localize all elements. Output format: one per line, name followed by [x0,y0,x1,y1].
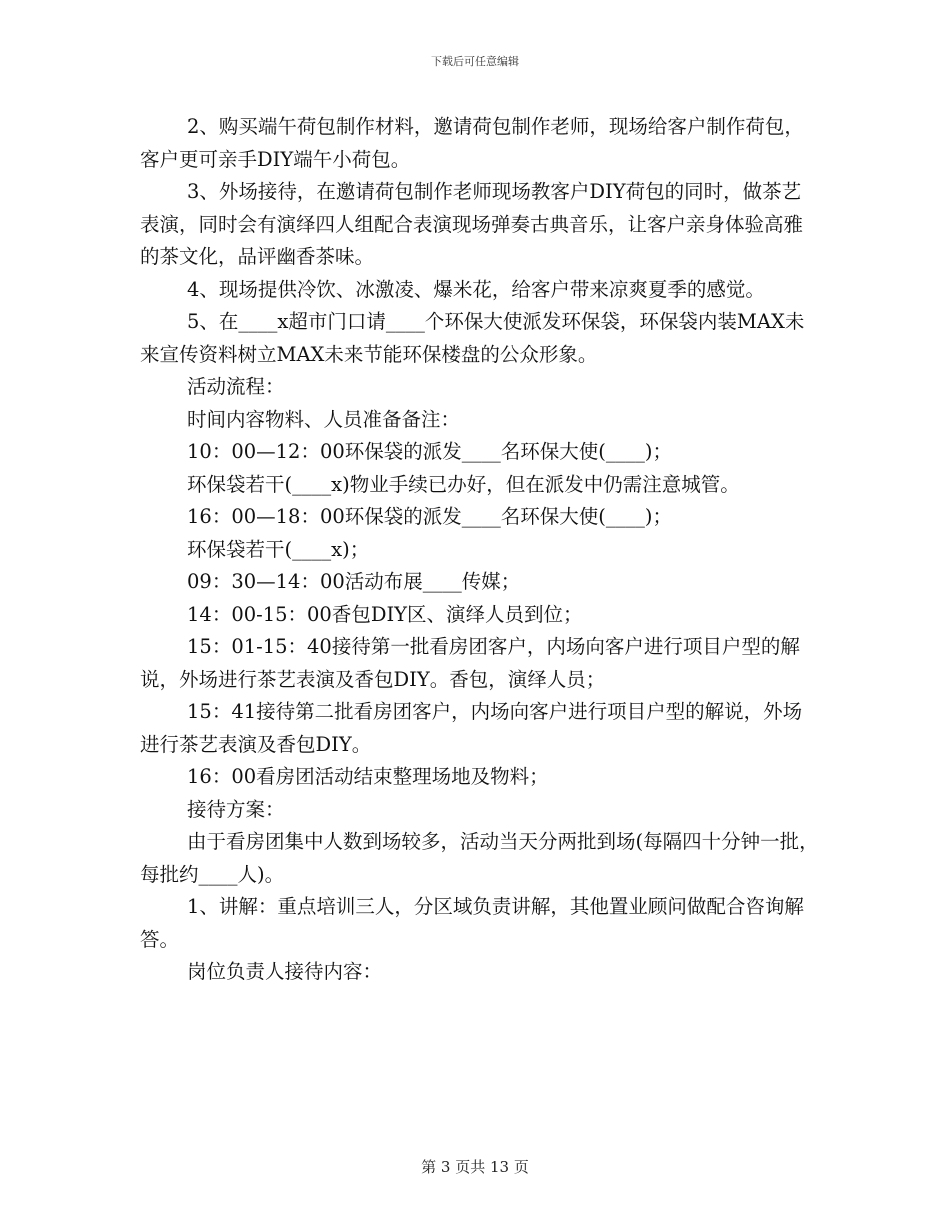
paragraph-16: 接待方案： [187,797,285,821]
paragraph-18: 1、讲解：重点培训三人，分区域负责讲解，其他置业顾问做配合咨询解答。 [140,895,804,951]
page-number-footer: 第 3 页共 13 页 [421,1158,529,1176]
paragraph-19: 岗位负责人接待内容： [187,960,383,983]
page-header-note: 下载后可任意编辑 [431,55,519,68]
paragraph-6: 时间内容物料、人员准备备注： [187,407,461,431]
paragraph-12: 14：00-15：00香包DIY区、演绎人员到位； [187,602,583,626]
paragraph-3: 4、现场提供冷饮、冰激凌、爆米花，给客户带来凉爽夏季的感觉。 [187,277,765,301]
paragraph-1: 2、购买端午荷包制作材料，邀请荷包制作老师，现场给客户制作荷包，客户更可亲手DIY端午小荷包。 [140,115,804,171]
paragraph-14: 15：41接待第二批看房团客户，内场向客户进行项目户型的解说，外场进行茶艺表演及香包DIY。 [140,700,803,756]
document-body [140,111,820,989]
paragraph-2: 3、外场接待，在邀请荷包制作老师现场教客户DIY荷包的同时，做茶艺表演，同时会有演绎四人组配合表演现场弹奏古典音乐，让客户亲身体验高雅的茶文化，品评幽香茶味。 [140,180,804,268]
paragraph-17: 由于看房团集中人数到场较多，活动当天分两批到场(每隔四十分钟一批，每批约____人)。 [140,830,819,886]
paragraph-15: 16：00看房团活动结束整理场地及物料； [187,765,549,788]
paragraph-8: 环保袋若干(____x)物业手续已办好，但在派发中仍需注意城管。 [187,472,740,496]
paragraph-5: 活动流程： [187,375,285,398]
paragraph-13: 15：01-15：40接待第一批看房团客户，内场向客户进行项目户型的解说，外场进行茶艺表演及香包DIY。香包，演绎人员； [140,635,800,691]
paragraph-10: 环保袋若干(____x)； [187,537,370,561]
paragraph-9: 16：00—18：00环保袋的派发____名环保大使(____)； [187,505,672,528]
paragraph-11: 09：30—14：00活动布展____传媒； [187,570,521,593]
paragraph-4: 5、在____x超市门口请____个环保大使派发环保袋，环保袋内装MAX未来宣传资料树立MAX未来节能环保楼盘的公众形象。 [140,310,805,366]
paragraph-7: 10：00—12：00环保袋的派发____名环保大使(____)； [187,440,672,463]
